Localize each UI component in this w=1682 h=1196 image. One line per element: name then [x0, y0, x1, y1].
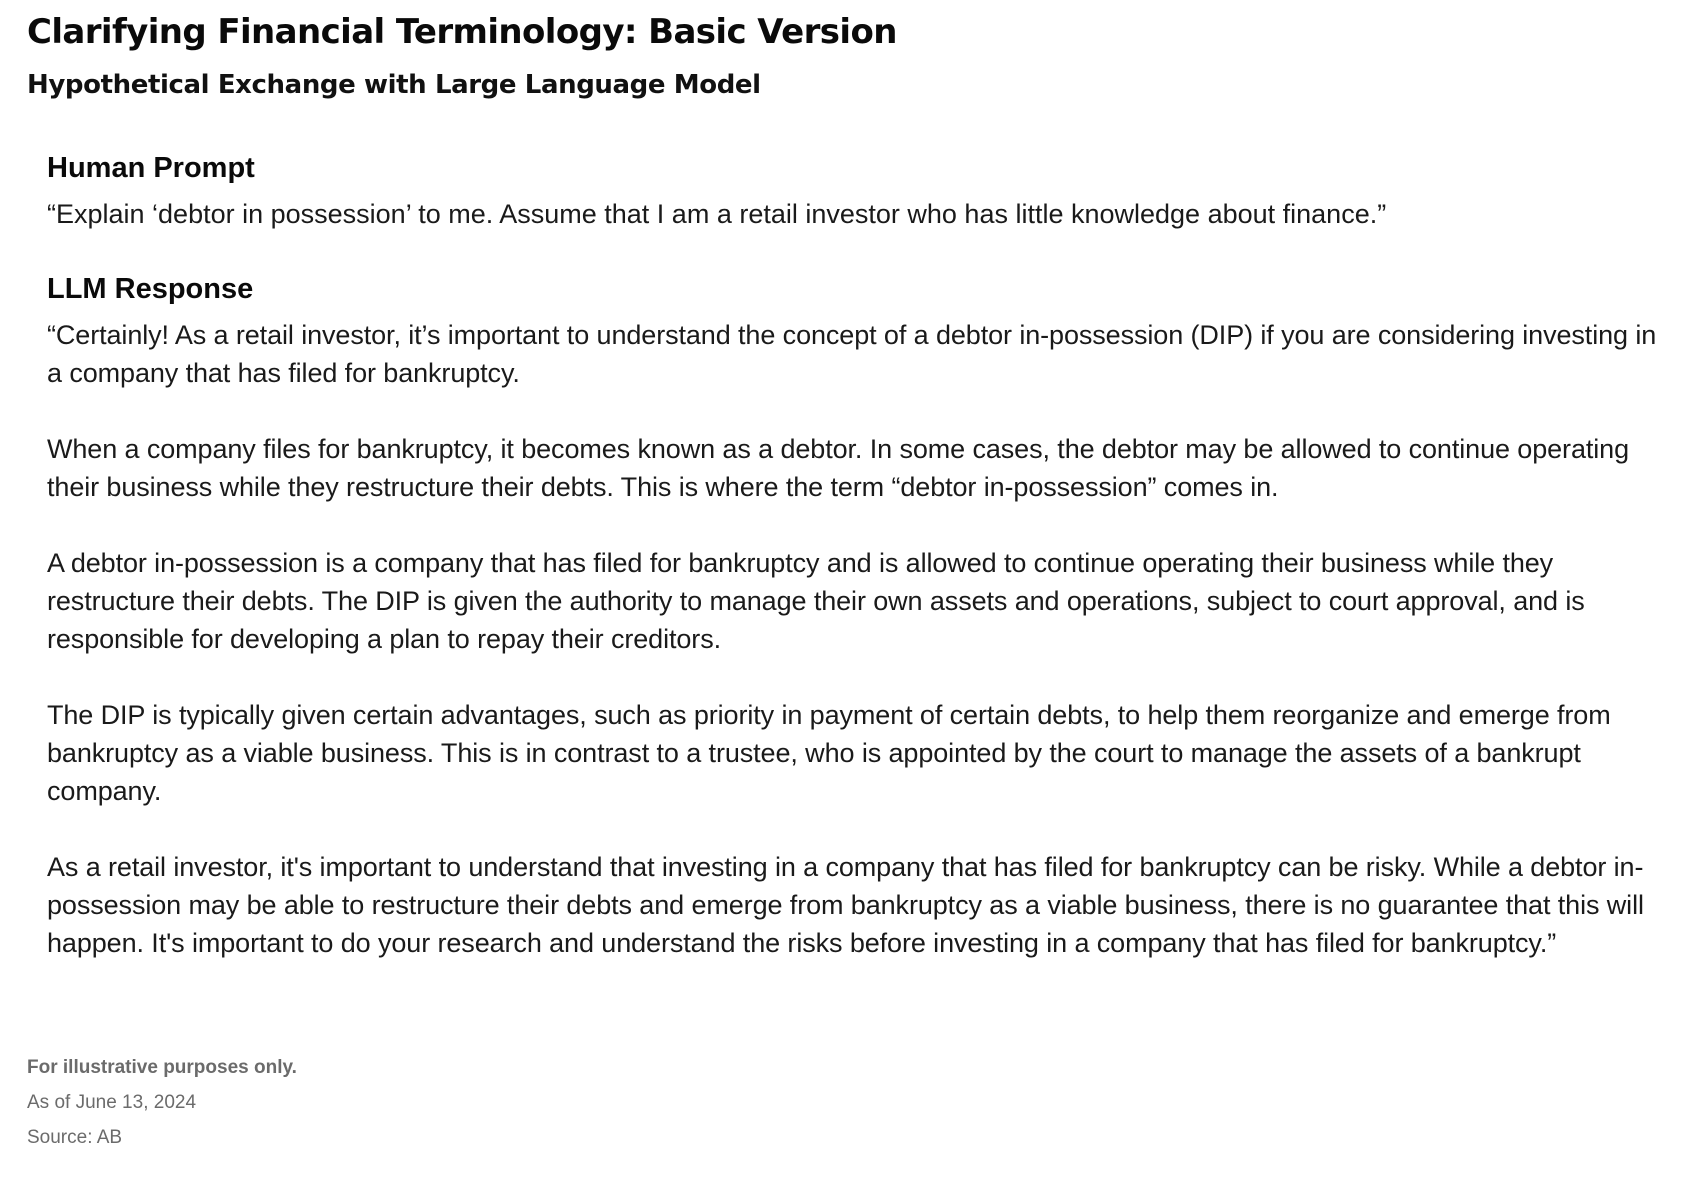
response-paragraph: “Certainly! As a retail investor, it’s important to understand the concept of a debtor in-possession (DIP) if you are considering investing in a company that has filed for bankruptcy. [47, 320, 1657, 388]
human-prompt-section [47, 150, 1662, 233]
response-paragraph: When a company files for bankruptcy, it becomes known as a debtor. In some cases, the debtor may be allowed to continue operating their business while they restructure their debts. This is where the term “debtor in-possession” comes in. [47, 434, 1629, 502]
date-note: As of June 13, 2024 [27, 1092, 197, 1113]
llm-response-body [47, 316, 1662, 962]
human-prompt-heading: Human Prompt [47, 152, 255, 184]
llm-exchange [47, 150, 1662, 962]
llm-response-heading: LLM Response [47, 273, 254, 305]
disclaimer-note: For illustrative purposes only. [27, 1057, 297, 1078]
response-paragraph: The DIP is typically given certain advantages, such as priority in payment of certain debts, to help them reorganize and emerge from bankruptcy as a viable business. This is in contrast to a trustee, who is appointed by the court to manage the assets of a bankrupt company. [47, 700, 1611, 806]
page-subtitle: Hypothetical Exchange with Large Language Model [27, 70, 761, 100]
footnotes [27, 1050, 297, 1155]
response-paragraph: A debtor in-possession is a company that has filed for bankruptcy and is allowed to continue operating their business while they restructure their debts. The DIP is given the authority to manage their own assets and operations, subject to court approval, and is responsible for developing a plan to repay their creditors. [47, 548, 1585, 654]
human-prompt-text: “Explain ‘debtor in possession’ to me. Assume that I am a retail investor who has little knowledge about finance.” [47, 199, 1387, 229]
source-note: Source: AB [27, 1127, 123, 1148]
page-title: Clarifying Financial Terminology: Basic Version [27, 12, 897, 52]
response-paragraph: As a retail investor, it's important to understand that investing in a company that has filed for bankruptcy can be risky. While a debtor in-possession may be able to restructure their debts and emerge from bankruptcy as a viable business, there is no guarantee that this will happen. It's important to do your research and understand the risks before investing in a company that has filed for bankruptcy.” [47, 852, 1644, 958]
llm-response-section [47, 271, 1662, 962]
